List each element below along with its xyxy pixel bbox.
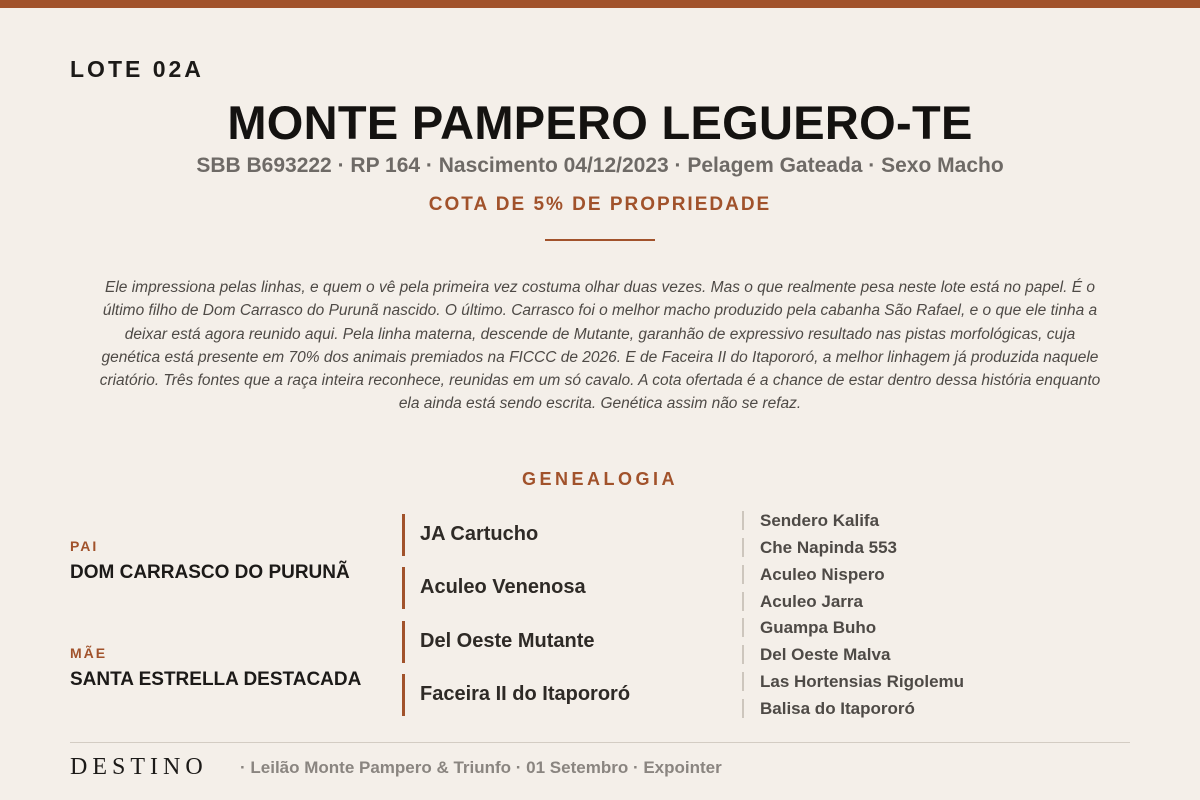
grandparent-item xyxy=(402,621,595,663)
horse-registration-details: SBB B693222 · RP 164 · Nascimento 04/12/2023 · Pelagem Gateada · Sexo Macho xyxy=(196,154,1004,177)
great-grandparent-item xyxy=(742,592,863,611)
genealogy-heading: GENEALOGIA xyxy=(521,469,678,489)
top-accent-bar xyxy=(0,0,1200,8)
great-grandparent-name: Balisa do Itapororó xyxy=(760,699,915,718)
great-grandparent-item xyxy=(742,672,965,691)
great-grandparent-item xyxy=(742,645,891,664)
grandparent-name: Aculeo Venenosa xyxy=(420,576,586,598)
auction-info: · Leilão Monte Pampero & Triunfo · 01 Setembro · Expointer xyxy=(240,758,722,777)
lot-number: LOTE 02A xyxy=(70,56,204,82)
grandparent-item xyxy=(402,514,539,556)
great-grandparent-item xyxy=(742,511,880,530)
lot-description: Ele impressiona pelas linhas, e quem o vê pela primeira vez costuma olhar duas vezes. Mas o que realmente pesa neste lote está no papel. É o último filho de Dom Carrasco do Purunã nascido. O último. Carrasco foi o melhor macho produzido pela cabanha São Rafael, e o que ele tinha a deixar está agora reunido aqui. Pela linha materna, descende de Mutante, garanhão de expressivo resultado nas pistas morfológicas, cuja genética está presente em 70% dos animais premiados na FICCC de 2026. E de Faceira II do Itapororó, a melhor linhagem já produzida naquele criatório. Três fontes que a raça inteira reconhece, reunidas em um só cavalo. A cota ofertada é a chance de estar dentro dessa história enquanto ela ainda está sendo escrita. Genética assim não se refaz. xyxy=(99,279,1101,413)
brand-logo: DESTINO xyxy=(70,754,208,780)
horse-name-title: MONTE PAMPERO LEGUERO-TE xyxy=(227,96,973,149)
title-divider xyxy=(545,239,655,241)
great-grandparent-name: Sendero Kalifa xyxy=(760,511,880,530)
great-grandparent-name: Del Oeste Malva xyxy=(760,645,891,664)
great-grandparent-item xyxy=(742,565,885,584)
footer-divider xyxy=(70,742,1130,743)
great-grandparent-name: Che Napinda 553 xyxy=(760,538,897,557)
dam-label: MÃE xyxy=(70,645,108,661)
sire-name: DOM CARRASCO DO PURUNÃ xyxy=(70,562,350,583)
sire-label: PAI xyxy=(70,538,99,554)
great-grandparent-name: Aculeo Jarra xyxy=(760,592,863,611)
great-grandparent-item xyxy=(742,538,897,557)
dam-name: SANTA ESTRELLA DESTACADA xyxy=(70,669,362,690)
ownership-share-label: COTA DE 5% DE PROPRIEDADE xyxy=(428,194,772,215)
great-grandparent-name: Aculeo Nispero xyxy=(760,565,885,584)
grandparent-item xyxy=(402,674,631,716)
great-grandparent-item xyxy=(742,618,877,637)
great-grandparent-name: Las Hortensias Rigolemu xyxy=(760,672,965,691)
grandparent-name: Del Oeste Mutante xyxy=(420,630,595,652)
grandparent-name: Faceira II do Itapororó xyxy=(420,683,631,705)
great-grandparent-name: Guampa Buho xyxy=(760,618,877,637)
great-grandparent-item xyxy=(742,699,915,718)
grandparent-name: JA Cartucho xyxy=(420,523,539,545)
grandparent-item xyxy=(402,567,586,609)
